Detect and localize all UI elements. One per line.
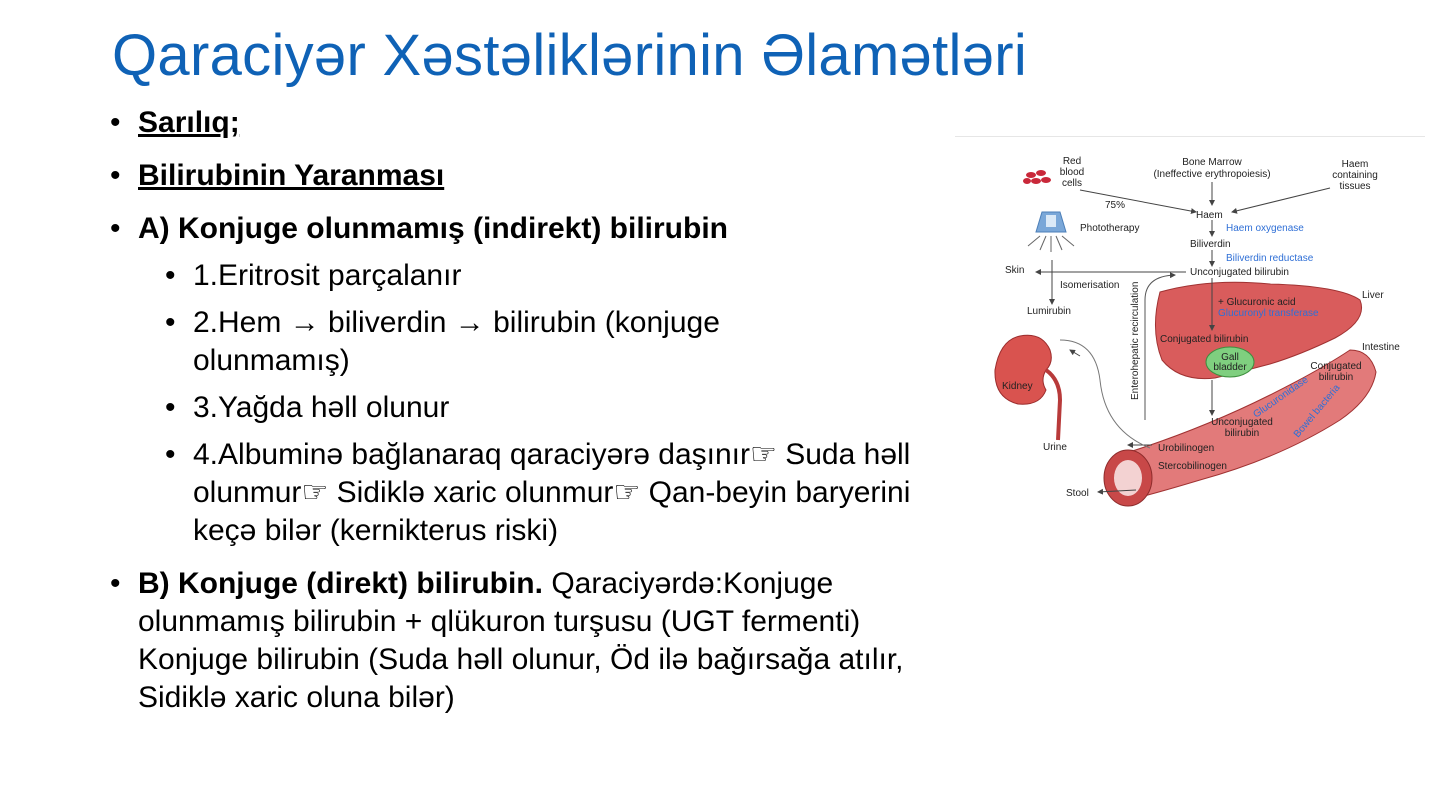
label-phototherapy: Phototherapy	[1080, 223, 1140, 234]
label-stercobilinogen: Stercobilinogen	[1158, 461, 1227, 472]
label-haem-2: containing	[1332, 170, 1378, 181]
label-conjugated-2a: Conjugated	[1310, 361, 1362, 372]
label-bowel-bacteria: Bowel bacteria	[1291, 382, 1343, 440]
bullet-unconjugated-text: A) Konjuge olunmamış (indirekt) bilirubin	[138, 212, 728, 245]
label-bone-marrow: Bone Marrow	[1182, 157, 1242, 168]
label-enterohepatic: Enterohepatic recirculation	[1130, 281, 1141, 400]
bullet-jaundice-text: Sarılıq;	[138, 106, 240, 139]
label-glucuronic-acid: + Glucuronic acid	[1218, 297, 1296, 308]
slide-title: Qaraciyər Xəstəliklərinin Əlamətləri	[112, 23, 1028, 88]
label-haem-3: tissues	[1339, 181, 1371, 192]
label-bladder: bladder	[1213, 362, 1247, 373]
bullet-conjugated-text: Qaraciyərdə:Konjuge olunmamış bilirubin + qlükuron turşusu (UGT fermenti) Konjuge bilirubin (Suda həll olunur, Öd ilə bağırsağa atılır, Sidiklə xaric oluna bilər)	[138, 567, 904, 714]
sub-bullet-1-text: 1.Eritrosit parçalanır	[193, 259, 462, 292]
label-unconjugated-2b: bilirubin	[1224, 428, 1260, 439]
bullet-bilirubin-formation-text: Bilirubinin Yaranması	[138, 159, 445, 192]
bullet-conjugated	[110, 565, 958, 717]
label-conjugated-bilirubin: Conjugated bilirubin	[1160, 334, 1249, 345]
label-lumirubin: Lumirubin	[1027, 306, 1071, 317]
label-unconjugated-2a: Unconjugated	[1211, 417, 1273, 428]
label-liver: Liver	[1362, 290, 1384, 301]
label-cells: cells	[1061, 178, 1083, 189]
label-haem: Haem	[1196, 210, 1223, 221]
label-biliverdin: Biliverdin	[1190, 239, 1231, 250]
sub-bullet-2-text: 2.Hem → biliverdin → bilirubin (konjuge olunmamış)	[193, 306, 720, 377]
label-haem-oxygenase: Haem oxygenase	[1226, 223, 1304, 234]
ureter-shape	[1046, 370, 1060, 440]
bilirubin-metabolism-diagram	[955, 132, 1425, 512]
label-urobilinogen: Urobilinogen	[1158, 443, 1215, 454]
label-ineffective: (Ineffective erythropoiesis)	[1153, 169, 1271, 180]
sub-bullet-2	[110, 304, 813, 380]
label-kidney: Kidney	[1002, 381, 1033, 392]
label-haem-1: Haem	[1341, 159, 1369, 170]
label-unconjugated-bilirubin: Unconjugated bilirubin	[1190, 267, 1289, 278]
sub-bullet-4	[110, 436, 953, 550]
label-urine: Urine	[1043, 442, 1067, 453]
bullet-conjugated-bold: B) Konjuge (direkt) bilirubin.	[138, 567, 543, 600]
sub-bullet-1	[110, 257, 960, 295]
red-blood-cells-icon	[1023, 170, 1051, 184]
bullet-unconjugated	[110, 210, 960, 248]
bullet-bilirubin-formation	[110, 157, 960, 195]
label-75pct: 75%	[1105, 200, 1126, 211]
label-red: Red	[1062, 156, 1082, 167]
label-gall: Gall	[1221, 352, 1239, 363]
sub-bullet-3	[110, 389, 960, 427]
sub-bullet-3-text: 3.Yağda həll olunur	[193, 391, 450, 424]
bullet-jaundice	[110, 104, 960, 142]
label-skin: Skin	[1005, 265, 1025, 276]
label-blood: blood	[1059, 167, 1085, 178]
kidney-shape	[995, 335, 1051, 404]
bullet-list	[110, 104, 960, 717]
label-biliverdin-reductase: Biliverdin reductase	[1226, 253, 1314, 264]
phototherapy-lamp-icon	[1028, 212, 1074, 252]
sub-bullet-4-text: 4.Albuminə bağlanaraq qaraciyərə daşınır☞ Suda həll olunmur☞ Sidiklə xaric olunmur☞ Qan-beyin baryerini keçə bilər (kernikterus riski)	[193, 438, 911, 547]
label-glucuronidase: Glucuronidase	[1251, 374, 1311, 421]
label-conjugated-2b: bilirubin	[1318, 372, 1354, 383]
label-intestine: Intestine	[1362, 342, 1400, 353]
label-isomerisation: Isomerisation	[1060, 280, 1120, 291]
label-glucuronyl-transferase: Glucuronyl transferase	[1218, 308, 1319, 319]
label-stool: Stool	[1066, 488, 1089, 499]
